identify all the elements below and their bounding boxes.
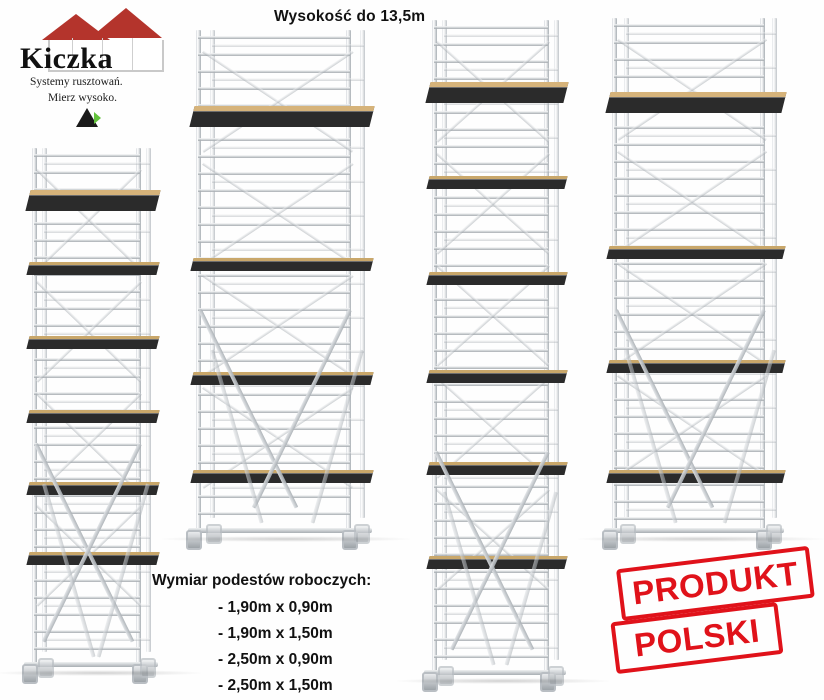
work-platform (426, 370, 567, 383)
ladder-rung-back (212, 248, 364, 251)
spec-item: - 2,50m x 0,90m (218, 651, 333, 668)
ladder-rung (434, 638, 548, 641)
ladder-rung (34, 154, 140, 157)
ladder-rung-back (444, 34, 558, 37)
ladder-rung (198, 512, 350, 515)
ladder-rung (614, 228, 764, 231)
ladder-rung (198, 410, 350, 413)
ladder-rung (434, 26, 548, 29)
work-platform (190, 258, 373, 271)
ladder-rung (434, 60, 548, 63)
ladder-rung (198, 87, 350, 90)
produkt-polski-badge (604, 546, 821, 680)
ladder-rung-back (626, 508, 776, 511)
frame-post (32, 148, 37, 668)
ladder-rung (614, 58, 764, 61)
ladder-rung-back (44, 366, 150, 369)
ladder-rung (614, 483, 764, 486)
work-platform (425, 82, 568, 103)
ladder-rung (434, 451, 548, 454)
ladder-rung (34, 596, 140, 599)
work-platform (26, 262, 159, 275)
ladder-rung (614, 500, 764, 503)
ladder-rung (434, 77, 548, 80)
ladder-rung (34, 239, 140, 242)
ladder-rung (614, 449, 764, 452)
brand-tagline-line2: Mierz wysoko. (48, 92, 117, 104)
ladder-rung (198, 393, 350, 396)
ladder-rung (198, 155, 350, 158)
ladder-rung (614, 432, 764, 435)
ladder-rung (614, 143, 764, 146)
ladder-rung-back (444, 204, 558, 207)
ladder-rung (614, 194, 764, 197)
ladder-rung (434, 298, 548, 301)
ladder-rung (198, 274, 350, 277)
ladder-rung-back (626, 66, 776, 69)
ladder-rung (434, 417, 548, 420)
ladder-rung-back (44, 162, 150, 165)
ladder-rung (434, 400, 548, 403)
work-platform (25, 190, 160, 211)
ladder-rung (34, 171, 140, 174)
ladder-rung-back (444, 68, 558, 71)
ladder-rung-back (444, 612, 558, 615)
ground-shadow (572, 536, 824, 542)
house-roof-right-icon (90, 8, 162, 38)
ladder-rung (198, 189, 350, 192)
ladder-rung-back (212, 44, 364, 47)
ground-shadow (0, 670, 206, 676)
headline-text: Wysokość do 13,5m (274, 8, 426, 25)
ladder-rung (434, 213, 548, 216)
ladder-rung (614, 211, 764, 214)
ladder-rung (34, 579, 140, 582)
ladder-rung (434, 247, 548, 250)
ladder-rung (614, 24, 764, 27)
ladder-rung (34, 426, 140, 429)
ladder-rung-back (444, 442, 558, 445)
frame-post (360, 30, 365, 518)
ladder-rung-back (212, 452, 364, 455)
ladder-rung (434, 196, 548, 199)
ladder-rung (614, 177, 764, 180)
tower-4 (612, 18, 812, 554)
ladder-rung-back (444, 476, 558, 479)
spec-item: - 1,90m x 1,50m (218, 625, 333, 642)
ladder-rung (198, 342, 350, 345)
ladder-rung (434, 264, 548, 267)
work-platform (26, 336, 159, 349)
ladder-rung (434, 383, 548, 386)
ladder-rung (34, 528, 140, 531)
ladder-rung (34, 358, 140, 361)
ladder-rung (614, 330, 764, 333)
work-platform (189, 106, 374, 127)
ladder-rung (614, 415, 764, 418)
ladder-rung (434, 43, 548, 46)
spec-item: - 2,50m x 1,50m (218, 677, 333, 694)
ladder-rung (434, 332, 548, 335)
tower-2 (196, 30, 400, 554)
specs-list (218, 595, 333, 699)
ladder-rung (614, 262, 764, 265)
ladder-rung (198, 495, 350, 498)
work-platform (606, 246, 785, 259)
ladder-rung-back (212, 214, 364, 217)
ladder-rung-back (626, 134, 776, 137)
badge-line-produkt: PRODUKT (616, 546, 815, 621)
frame-post (136, 148, 141, 668)
frame-post (432, 20, 437, 676)
ground-shadow (156, 536, 416, 542)
house-wall-line-icon (132, 38, 133, 70)
ladder-rung (198, 53, 350, 56)
badge-line-polski: POLSKI (610, 602, 783, 674)
ladder-rung-back (626, 406, 776, 409)
ladder-rung (434, 230, 548, 233)
ladder-rung-back (44, 502, 150, 505)
ladder-rung-back (626, 202, 776, 205)
ladder-rung (198, 223, 350, 226)
specs-title: Wymiar podestów roboczych: (152, 572, 372, 589)
ladder-rung-back (626, 32, 776, 35)
ladder-rung (434, 111, 548, 114)
ladder-rung (34, 613, 140, 616)
tower-3 (432, 20, 594, 696)
ladder-rung (614, 517, 764, 520)
ladder-rung (614, 41, 764, 44)
ladder-rung (198, 240, 350, 243)
ladder-rung (198, 444, 350, 447)
ladder-rung-back (626, 236, 776, 239)
spec-item: - 1,90m x 0,90m (218, 599, 333, 616)
ladder-rung (34, 460, 140, 463)
brand-name: Kiczka (20, 42, 113, 75)
ladder-rung (198, 36, 350, 39)
work-platform (26, 410, 159, 423)
ladder-rung (434, 587, 548, 590)
ground-shadow (392, 678, 614, 684)
ladder-rung (434, 145, 548, 148)
ladder-rung (434, 604, 548, 607)
ladder-rung-back (212, 146, 364, 149)
ladder-rung (34, 392, 140, 395)
brand-tagline-line1: Systemy rusztowań. (30, 76, 123, 88)
ladder-rung (614, 296, 764, 299)
ladder-rung-back (44, 332, 150, 335)
ladder-rung-back (444, 408, 558, 411)
work-platform (605, 92, 786, 113)
brand-logo (14, 8, 194, 128)
tower-1 (32, 148, 186, 688)
ladder-rung (34, 307, 140, 310)
ladder-rung-back (44, 230, 150, 233)
ladder-rung (198, 427, 350, 430)
ladder-rung (614, 75, 764, 78)
work-platform (426, 272, 567, 285)
ladder-rung (198, 308, 350, 311)
ladder-rung (614, 398, 764, 401)
ladder-rung-back (444, 646, 558, 649)
ladder-rung (434, 434, 548, 437)
ladder-rung (34, 647, 140, 650)
ladder-rung (434, 366, 548, 369)
ladder-rung-back (444, 238, 558, 241)
work-platform (426, 176, 567, 189)
ladder-rung (434, 621, 548, 624)
ladder-rung-back (212, 78, 364, 81)
outrigger-stabiliser (624, 349, 677, 523)
ladder-rung (34, 375, 140, 378)
